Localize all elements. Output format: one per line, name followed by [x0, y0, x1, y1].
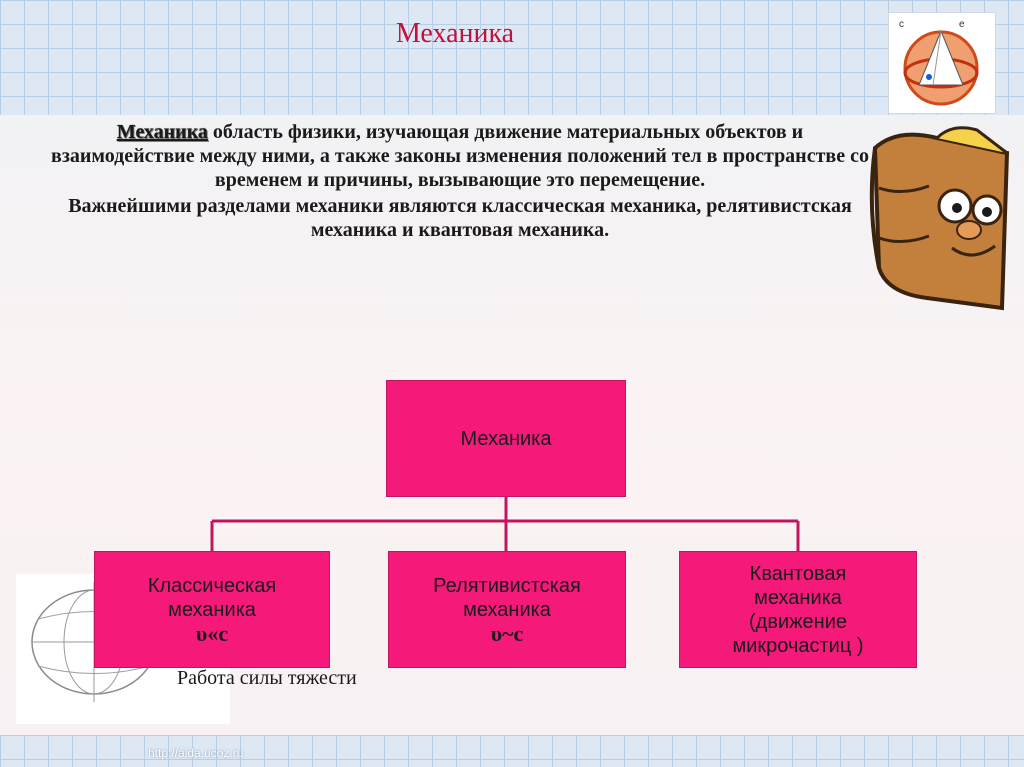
footer-url: http://aida.ucoz.ru [148, 746, 244, 760]
node-label-line: Классическая [147, 574, 277, 597]
sections-paragraph: Важнейшими разделами механики являются классическая механика, релятивистская механика и квантовая механика. [68, 195, 852, 241]
node-formula: υ«c [195, 620, 229, 646]
node-label-line: Квантовая [749, 562, 847, 585]
slide-title: Механика [395, 18, 515, 49]
node-mechanics-label: Механика [460, 427, 552, 450]
term-mechanics: Механика [116, 121, 208, 143]
node-label-line: Релятивистская [433, 574, 581, 597]
svg-text:e: e [959, 19, 965, 30]
node-label-line: механика [754, 586, 842, 609]
definition-text: область физики, изучающая движение материальных объектов и взаимодействие между ними, а также законы изменения положений тел в пространстве со временем и причины, вызывающие это перемещение. [51, 121, 869, 191]
svg-text:c: c [899, 19, 904, 30]
node-label-line: (движение [749, 610, 847, 633]
node-mechanics [386, 380, 626, 497]
node-quantum-mechanics [679, 551, 917, 668]
node-label-line: механика [168, 598, 256, 621]
node-classical-mechanics [94, 551, 330, 668]
node-formula: υ~c [490, 620, 524, 646]
node-label-line: микрочастиц ) [732, 634, 864, 657]
image-caption: Работа силы тяжести [177, 667, 357, 689]
node-relativistic-mechanics [388, 551, 626, 668]
node-label-line: механика [463, 598, 551, 621]
